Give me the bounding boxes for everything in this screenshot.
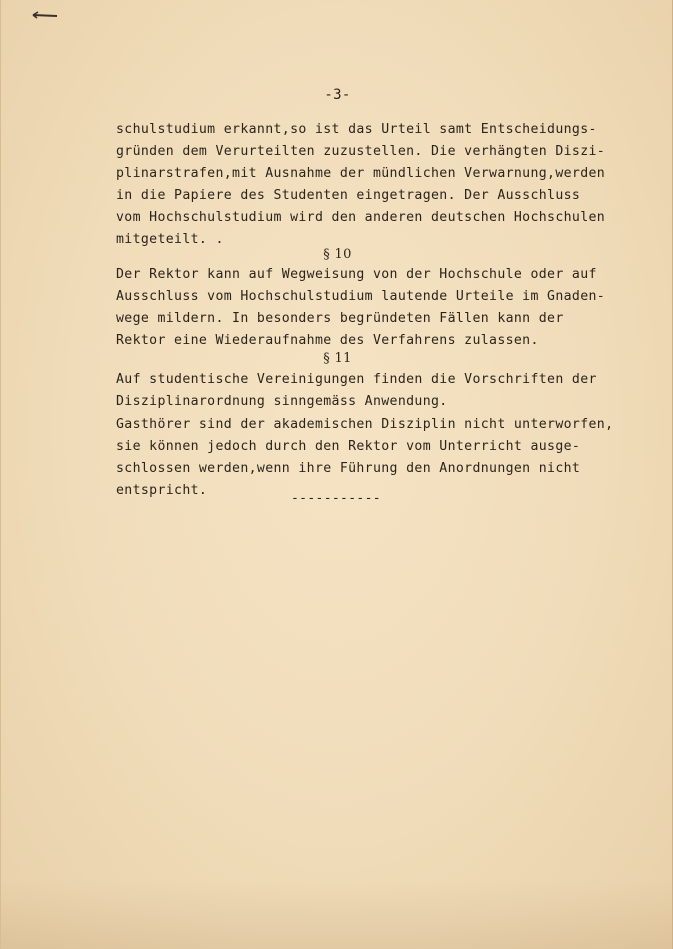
text-line: plinarstrafen,mit Ausnahme der mündlichen Verwarnung,werden <box>116 166 606 181</box>
section-heading-11: § 11 <box>323 351 352 366</box>
text-line: Der Rektor kann auf Wegweisung von der Hochschule oder auf <box>116 267 597 282</box>
end-rule: ----------- <box>291 492 381 506</box>
text-line: in die Papiere des Studenten eingetragen. Der Ausschluss <box>116 188 581 203</box>
text-line: Disziplinarordnung sinngemäss Anwendung. <box>116 394 448 409</box>
pencil-mark <box>31 11 59 19</box>
text-line: gründen dem Verurteilten zuzustellen. Die verhängten Diszi- <box>116 144 606 159</box>
text-line: Rektor eine Wiederaufnahme des Verfahrens zulassen. <box>116 333 539 348</box>
text-line: schulstudium erkannt,so ist das Urteil samt Entscheidungs- <box>116 122 597 137</box>
text-line: vom Hochschulstudium wird den anderen deutschen Hochschulen <box>116 210 606 225</box>
text-line: Gasthörer sind der akademischen Disziplin nicht unterworfen, <box>116 417 614 432</box>
text-line: schlossen werden,wenn ihre Führung den Anordnungen nicht <box>116 461 581 476</box>
text-line: wege mildern. In besonders begründeten Fällen kann der <box>116 311 564 326</box>
text-line: Ausschluss vom Hochschulstudium lautende Urteile im Gnaden- <box>116 289 606 304</box>
text-line: entspricht. <box>116 483 208 498</box>
text-line: sie können jedoch durch den Rektor vom Unterricht ausge- <box>116 439 581 454</box>
section-heading-10: § 10 <box>323 247 352 262</box>
text-line: Auf studentische Vereinigungen finden die Vorschriften der <box>116 372 597 387</box>
page-number: -3- <box>324 87 351 103</box>
text-line: mitgeteilt. . <box>116 232 224 247</box>
